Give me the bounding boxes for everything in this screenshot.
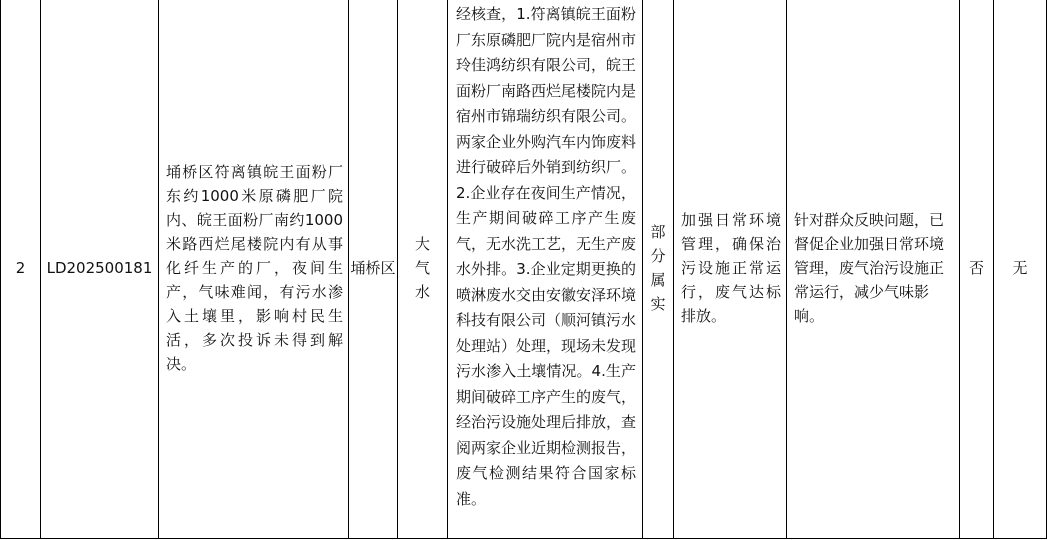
complaint-text: 埇桥区符离镇皖王面粉厂东约1000米原磷肥厂院内、皖王面粉厂南约1000米路西烂尾楼院内有从事化纤生产的厂，夜间生产，气味难闻，有污水渗入土壤里，影响村民生活，多次投诉未得到解决。 — [166, 162, 343, 373]
category-cell — [398, 0, 448, 539]
case-id: LD202500181 — [46, 258, 153, 277]
verdict-char: 分 — [650, 246, 666, 265]
case-id-cell — [41, 0, 159, 539]
category-char: 大 — [414, 234, 430, 253]
remark-cell — [994, 0, 1047, 539]
verdict-char: 属 — [650, 270, 666, 289]
findings-text: 经核查，1.符离镇皖王面粉厂东原磷肥厂院内是宿州市玲佳鸿纺织有限公司，皖王面粉厂南路西烂尾楼院内是宿州市锦瑞纺织有限公司。两家企业外购汽车内饰废料进行破碎后外销到纺织厂。2.企业存在夜间生产情况，生产期间破碎工序产生废气，无水洗工艺，无生产废水外排。3.企业定期更换的喷淋废水交由安徽安泽环境科技有限公司（顺河镇污水处理站）处理，现场未发现污水渗入土壤情况。4.生产期间破碎工序产生的废气，经治污设施处理后排放，查阅两家企业近期检测报告，废气检测结果符合国家标准。 — [456, 5, 637, 508]
verdict-char: 实 — [650, 294, 666, 313]
verdict-char: 部 — [650, 222, 666, 241]
category-char: 气 — [414, 258, 430, 277]
row-index: 2 — [15, 258, 26, 277]
table-row — [1, 0, 1047, 539]
complaint-cell — [159, 0, 349, 539]
district-cell — [349, 0, 398, 539]
row-index-cell — [1, 0, 41, 539]
category-char: 水 — [414, 282, 430, 301]
district-text: 埇桥区 — [350, 258, 396, 277]
measures-text: 针对群众反映问题，已督促企业加强日常环境管理，废气治污设施正常运行，减少气味影响。 — [794, 210, 945, 325]
rectification-text: 加强日常环境管理，确保治污设施正常运行，废气达标排放。 — [681, 210, 781, 325]
rectification-cell — [674, 0, 787, 539]
verdict-cell — [643, 0, 674, 539]
flag-text: 否 — [968, 258, 984, 277]
findings-cell — [448, 0, 643, 539]
measures-cell — [787, 0, 960, 539]
flag-cell — [960, 0, 994, 539]
remark-text: 无 — [1012, 258, 1028, 277]
